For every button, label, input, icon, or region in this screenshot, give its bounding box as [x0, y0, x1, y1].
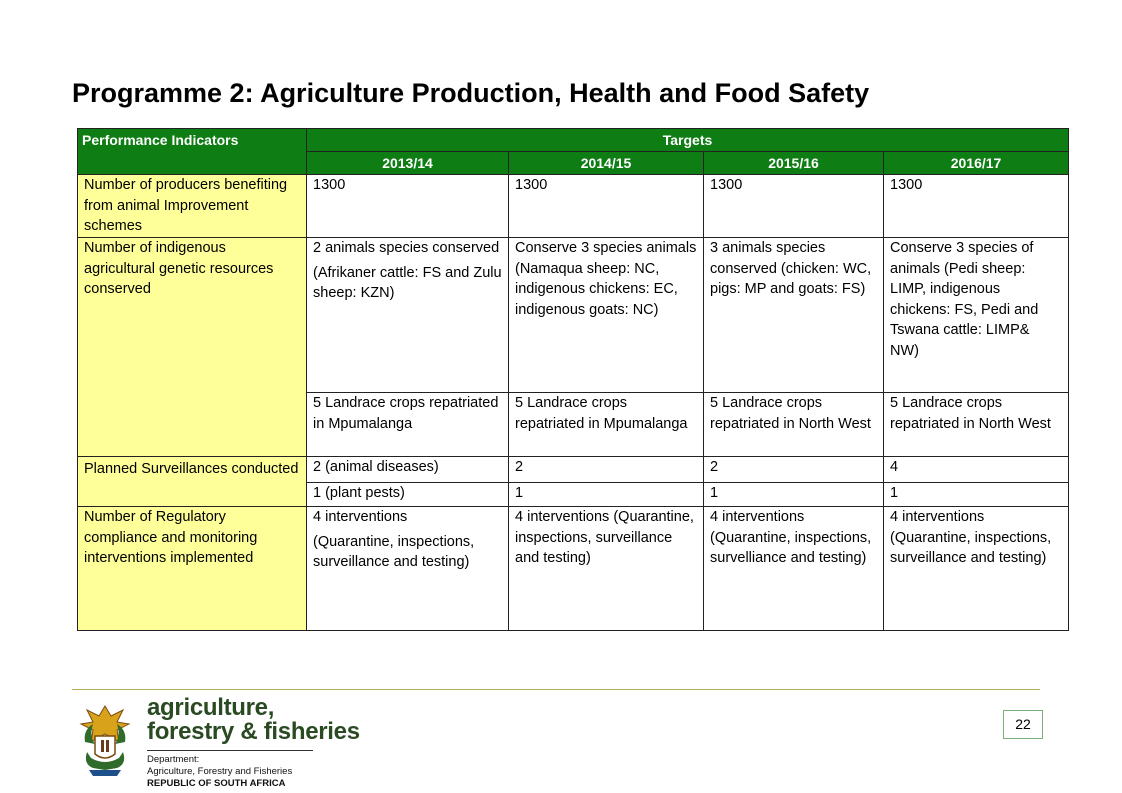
table-row — [78, 238, 1069, 393]
performance-table — [77, 128, 1069, 631]
table-row — [78, 175, 1069, 238]
indicator-cell: Number of producers benefiting from animal Improvement schemes — [78, 175, 307, 238]
logo-wordmark-line: forestry & fisheries — [147, 718, 360, 745]
department-label: Department: — [147, 754, 200, 765]
coat-of-arms-icon — [75, 702, 135, 778]
header-year: 2013/14 — [307, 152, 509, 175]
target-cell: 4 interventions (Quarantine, inspections, surveillance and testing) — [509, 507, 704, 631]
target-cell: 1 (plant pests) — [307, 483, 509, 507]
target-cell — [307, 238, 509, 393]
target-cell: 5 Landrace crops repatriated in Mpumalanga — [509, 393, 704, 457]
header-year: 2015/16 — [704, 152, 884, 175]
page-title: Programme 2: Agriculture Production, Health and Food Safety — [72, 78, 870, 108]
header-performance-indicators: Performance Indicators — [78, 129, 307, 175]
logo-rule — [147, 750, 313, 751]
target-text: 2 animals species conserved — [313, 240, 500, 256]
target-cell: 3 animals species conserved (chicken: WC, pigs: MP and goats: FS) — [704, 238, 884, 393]
target-cell: 1300 — [307, 175, 509, 238]
target-text: 4 interventions — [313, 509, 408, 525]
department-logo — [147, 696, 360, 790]
indicator-cell: Planned Surveillances conducted — [78, 457, 307, 507]
target-cell: 4 interventions (Quarantine, inspections, survelliance and testing) — [704, 507, 884, 631]
target-cell: 5 Landrace crops repatriated in North West — [704, 393, 884, 457]
target-text: (Afrikaner cattle: FS and Zulu sheep: KZN) — [313, 264, 502, 301]
target-cell: 1 — [704, 483, 884, 507]
header-year: 2014/15 — [509, 152, 704, 175]
target-cell: 2 (animal diseases) — [307, 457, 509, 483]
target-cell: 1300 — [509, 175, 704, 238]
target-text: (Quarantine, inspections, surveillance and testing) — [313, 533, 475, 570]
target-cell — [307, 507, 509, 631]
target-cell: Conserve 3 species of animals (Pedi sheep: LIMP, indigenous chickens: FS, Pedi and Tswana cattle: LIMP& NW) — [884, 238, 1069, 393]
target-cell: 4 — [884, 457, 1069, 483]
target-cell: 4 interventions (Quarantine, inspections, surveillance and testing) — [884, 507, 1069, 631]
target-cell: 5 Landrace crops repatriated in Mpumalanga — [307, 393, 509, 457]
target-cell: Conserve 3 species animals (Namaqua sheep: NC, indigenous chickens: EC, indigenous goats: NC) — [509, 238, 704, 393]
target-cell: 2 — [704, 457, 884, 483]
target-cell: 2 — [509, 457, 704, 483]
indicator-cell: Number of Regulatory compliance and monitoring interventions implemented — [78, 507, 307, 631]
target-cell: 5 Landrace crops repatriated in North West — [884, 393, 1069, 457]
footer-divider — [72, 689, 1040, 690]
indicator-cell: Number of indigenous agricultural genetic resources conserved — [78, 238, 307, 457]
table-row — [78, 457, 1069, 483]
target-cell: 1 — [884, 483, 1069, 507]
target-cell: 1 — [509, 483, 704, 507]
department-name: Agriculture, Forestry and Fisheries — [147, 766, 293, 777]
country-name: REPUBLIC OF SOUTH AFRICA — [147, 778, 286, 789]
header-year: 2016/17 — [884, 152, 1069, 175]
page-number: 22 — [1003, 710, 1043, 739]
target-cell: 1300 — [704, 175, 884, 238]
logo-wordmark-line: agriculture, — [147, 694, 275, 721]
table-row — [78, 507, 1069, 631]
target-cell: 1300 — [884, 175, 1069, 238]
header-targets: Targets — [307, 129, 1069, 152]
header-row — [78, 129, 1069, 152]
